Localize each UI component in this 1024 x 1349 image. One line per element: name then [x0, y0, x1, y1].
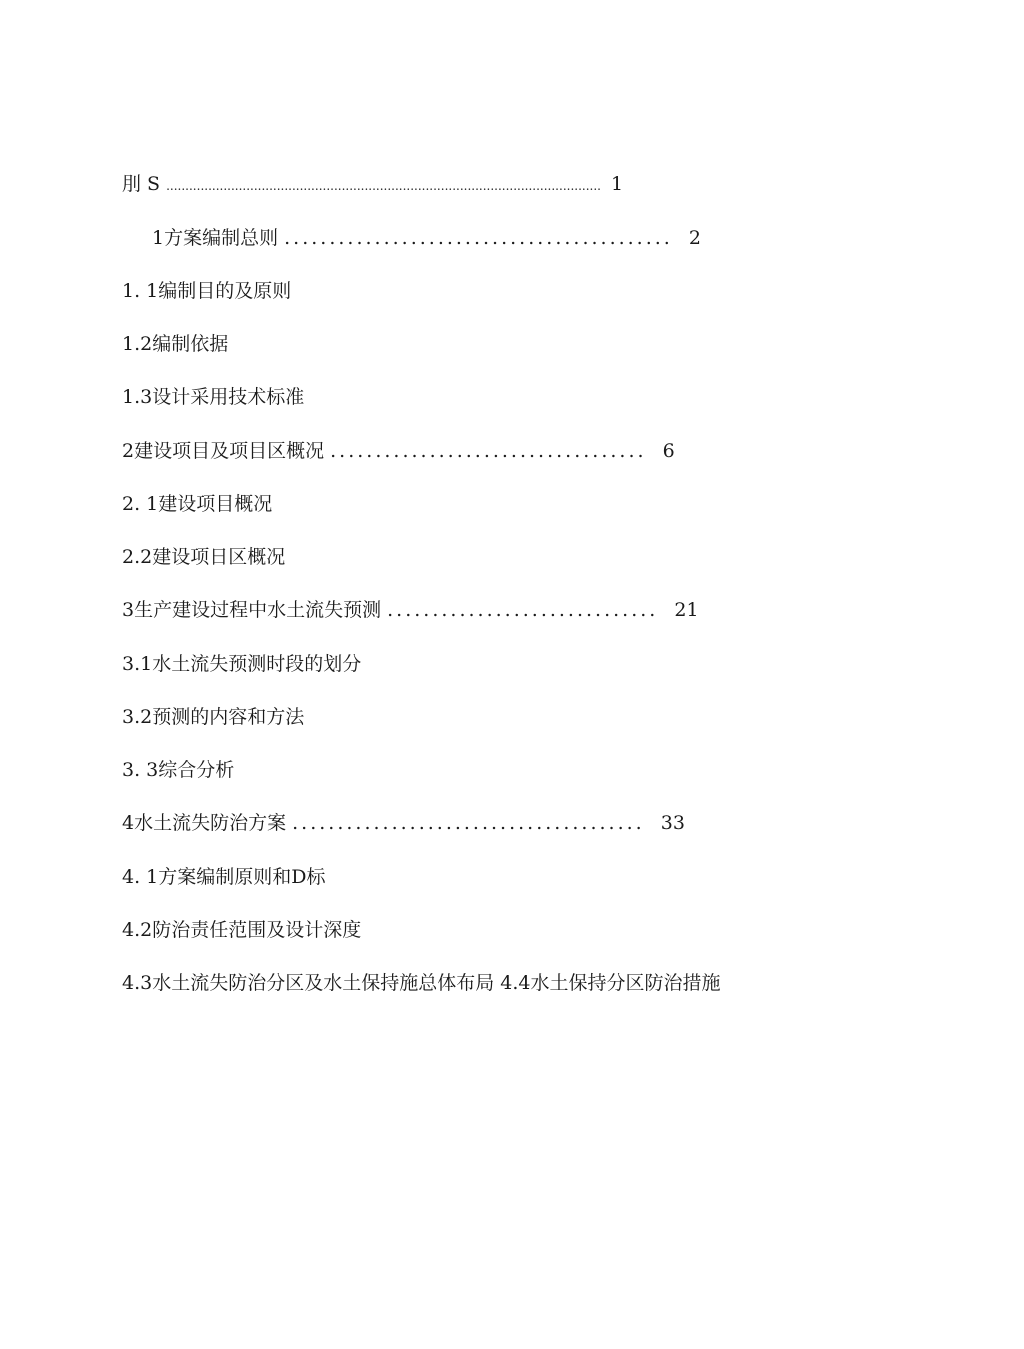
toc-dot-leader: ................................... — [330, 440, 647, 462]
toc-entry-foreword — [122, 170, 623, 198]
toc-page-number: 33 — [660, 812, 685, 834]
toc-entry-chapter-3 — [122, 596, 699, 624]
toc-entry-section-3-3 — [122, 756, 234, 784]
toc-entry-title: 3. 3综合分析 — [122, 759, 235, 781]
toc-entry-section-3-2 — [122, 703, 304, 731]
toc-entry-title: 刖 S — [122, 173, 161, 195]
toc-entry-section-4-3-4-4 — [122, 969, 720, 997]
toc-entry-title: 4水土流失防治方案 — [122, 812, 287, 834]
toc-entry-title: 4.2防治责任范围及设计深度 — [122, 919, 362, 941]
toc-entry-section-3-1 — [122, 650, 361, 678]
toc-entry-section-4-2 — [122, 916, 361, 944]
toc-entry-title: 3生产建设过程中水土流失预测 — [122, 599, 382, 621]
toc-entry-chapter-2 — [122, 437, 675, 465]
toc-entry-section-2-2 — [122, 543, 285, 571]
toc-page-number: 1 — [611, 173, 624, 195]
toc-page-number: 2 — [688, 227, 701, 249]
toc-entry-title: 4.3水土流失防治分区及水土保持施总体布局 4.4水土保持分区防治措施 — [122, 972, 721, 994]
toc-entry-section-1-3 — [122, 383, 304, 411]
toc-page-number: 21 — [674, 599, 699, 621]
toc-entry-title: 1.2编制依据 — [122, 333, 229, 355]
toc-dot-leader: ........................................... — [284, 227, 673, 249]
toc-dot-leader: .............................. — [387, 599, 659, 621]
toc-entry-title: 1. 1编制目的及原则 — [122, 280, 292, 302]
toc-page-number: 6 — [662, 440, 675, 462]
toc-entry-title: 1方案编制总则 — [152, 227, 279, 249]
toc-entry-title: 3.1水土流失预测时段的划分 — [122, 653, 362, 675]
toc-entry-section-1-2 — [122, 330, 228, 358]
toc-entry-section-4-1 — [122, 863, 326, 891]
toc-entry-chapter-1 — [152, 224, 701, 252]
toc-entry-title: 4. 1方案编制原则和D标 — [122, 866, 326, 888]
toc-entry-title: 2.2建设项日区概况 — [122, 546, 286, 568]
toc-entry-title: 1.3设计采用技术标准 — [122, 386, 305, 408]
toc-entry-section-1-1 — [122, 277, 291, 305]
toc-dot-leader: .................................................................................................................. — [166, 179, 601, 193]
toc-entry-chapter-4 — [122, 809, 685, 837]
toc-entry-section-2-1 — [122, 490, 272, 518]
toc-entry-title: 2建设项目及项目区概况 — [122, 440, 325, 462]
toc-entry-title: 3.2预测的内容和方法 — [122, 706, 305, 728]
toc-dot-leader: ....................................... — [292, 812, 645, 834]
toc-entry-title: 2. 1建设项目概况 — [122, 493, 273, 515]
